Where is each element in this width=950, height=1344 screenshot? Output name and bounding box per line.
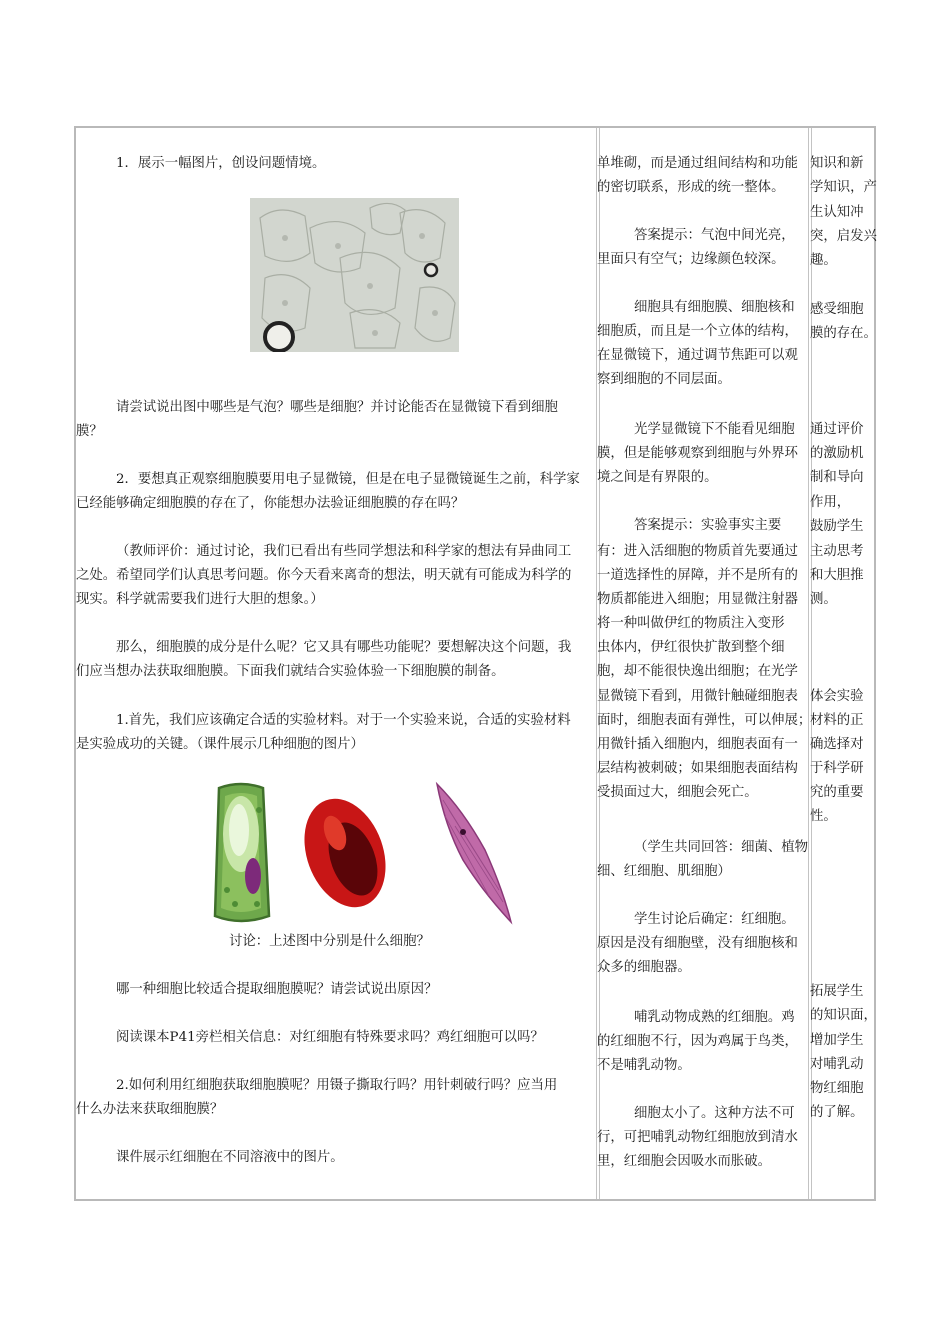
- student-answer-line1: （学生共同回答：细菌、植物: [634, 840, 809, 855]
- answer-light-line1: 光学显微镜下不能看见细胞: [634, 422, 795, 437]
- answer-cell-line4: 察到细胞的不同层面。: [597, 372, 731, 387]
- design-intent-1-line2: 学知识，产: [810, 180, 877, 195]
- design-intent-2-line2: 膜的存在。: [810, 326, 877, 341]
- design-intent-4-line3: 确选择对: [810, 737, 864, 752]
- plant-cell-image: [209, 780, 273, 926]
- design-intent-5-line2: 的知识面，: [810, 1008, 877, 1023]
- design-intent-3-line6: 主动思考: [810, 544, 864, 559]
- red-blood-cell-image: [301, 793, 389, 913]
- design-intent-1-line3: 生认知冲: [810, 205, 864, 220]
- answer-facts-line3: 一道选择性的屏障，并不是所有的: [597, 568, 798, 583]
- design-intent-5-line4: 对哺乳动: [810, 1057, 864, 1072]
- answer-cell-line1: 细胞具有细胞膜、细胞核和: [634, 300, 795, 315]
- design-intent-3-line8: 测。: [810, 592, 837, 607]
- answer-cell-line2: 细胞质，而且是一个立体的结构，: [597, 324, 798, 339]
- design-intent-3-line1: 通过评价: [810, 422, 864, 437]
- design-intent-3-line7: 和大胆推: [810, 568, 864, 583]
- material-line1: 1.首先，我们应该确定合适的实验材料。对于一个实验来说，合适的实验材料: [116, 713, 571, 728]
- design-intent-5-line6: 的了解。: [810, 1105, 864, 1120]
- answer-facts-line6: 虫体内，伊红很快扩散到整个细: [597, 640, 785, 655]
- step-2-line2: 已经能够确定细胞膜的存在了，你能想办法验证细胞膜的存在吗？: [76, 496, 465, 511]
- answer-structure-line1: 单堆砌，而是通过组间结构和功能: [597, 156, 798, 171]
- student-answer-line2: 细、红细胞、肌细胞）: [597, 864, 731, 879]
- teacher-eval-line1: （教师评价：通过讨论，我们已看出有些同学想法和科学家的想法有异曲同工: [116, 544, 572, 559]
- answer-facts-line11: 层结构被刺破；如果细胞表面结构: [597, 761, 798, 776]
- mammal-rbc-line1: 哺乳动物成熟的红细胞。鸡: [634, 1010, 795, 1025]
- design-intent-1-line5: 趣。: [810, 253, 837, 268]
- microscope-photo: [250, 198, 459, 352]
- obtain-membrane-line1: 2.如何利用红细胞获取细胞膜呢？用镊子撕取行吗？用针刺破行吗？应当用: [116, 1078, 558, 1093]
- figure-caption: 讨论：上述图中分别是什么细胞？: [229, 934, 430, 949]
- answer-bubble-line2: 里面只有空气；边缘颜色较深。: [597, 252, 785, 267]
- material-line2: 是实验成功的关键。（课件展示几种细胞的图片）: [76, 737, 364, 752]
- student-discuss-line1: 学生讨论后确定：红细胞。: [634, 912, 795, 927]
- design-intent-4-line1: 体会实验: [810, 689, 864, 704]
- answer-facts-line7: 胞，却不能很快逸出细胞；在光学: [597, 664, 798, 679]
- answer-facts-line8: 显微镜下看到，用微针触碰细胞表: [597, 689, 798, 704]
- design-intent-1-line4: 突，启发兴: [810, 229, 877, 244]
- obtain-membrane-line2: 什么办法来获取细胞膜？: [76, 1102, 224, 1117]
- answer-facts-line12: 受损面过大，细胞会死亡。: [597, 785, 758, 800]
- design-intent-3-line3: 制和导向: [810, 470, 864, 485]
- cell-small-line3: 里，红细胞会因吸水而胀破。: [597, 1154, 772, 1169]
- solution-image-note: 课件展示红细胞在不同溶液中的图片。: [116, 1150, 344, 1165]
- step-1-text: 1．展示一幅图片，创设问题情境。: [116, 156, 326, 171]
- answer-facts-line10: 用微针插入细胞内，细胞表面有一: [597, 737, 798, 752]
- answer-bubble-line1: 答案提示：气泡中间光亮，: [634, 228, 795, 243]
- design-intent-4-line2: 材料的正: [810, 713, 864, 728]
- design-intent-4-line5: 究的重要: [810, 785, 864, 800]
- design-intent-3-line5: 鼓励学生: [810, 519, 864, 534]
- cell-small-line1: 细胞太小了。这种方法不可: [634, 1106, 795, 1121]
- textbook-reading: 阅读课本P41旁栏相关信息：对红细胞有特殊要求吗？鸡红细胞可以吗？: [116, 1030, 544, 1045]
- cell-small-line2: 行，可把哺乳动物红细胞放到清水: [597, 1130, 798, 1145]
- mammal-rbc-line2: 的红细胞不行，因为鸡属于鸟类，: [597, 1034, 798, 1049]
- answer-light-line2: 膜，但是能够观察到细胞与外界环: [597, 446, 798, 461]
- answer-facts-line1: 答案提示：实验事实主要: [634, 518, 782, 533]
- answer-facts-line2: 有：进入活细胞的物质首先要通过: [597, 544, 798, 559]
- teacher-eval-line3: 现实。科学就需要我们进行大胆的想象。）: [76, 592, 324, 607]
- answer-structure-line2: 的密切联系，形成的统一整体。: [597, 180, 785, 195]
- student-discuss-line3: 众多的细胞器。: [597, 960, 691, 975]
- membrane-intro-line1: 那么，细胞膜的成分是什么呢？它又具有哪些功能呢？要想解决这个问题，我: [116, 640, 572, 655]
- design-intent-3-line2: 的激励机: [810, 446, 864, 461]
- bubble-question-line1: 请尝试说出图中哪些是气泡？哪些是细胞？并讨论能否在显微镜下看到细胞: [116, 400, 558, 415]
- membrane-intro-line2: 们应当想办法获取细胞膜。下面我们就结合实验体验一下细胞膜的制备。: [76, 664, 505, 679]
- step-2-line1: 2．要想真正观察细胞膜要用电子显微镜，但是在电子显微镜诞生之前，科学家: [116, 472, 580, 487]
- student-discuss-line2: 原因是没有细胞壁，没有细胞核和: [597, 936, 798, 951]
- design-intent-5-line5: 物红细胞: [810, 1081, 864, 1096]
- design-intent-1-line1: 知识和新: [810, 156, 864, 171]
- muscle-cell-image: [433, 780, 515, 926]
- teacher-eval-line2: 之处。希望同学们认真思考问题。你今天看来离奇的想法，明天就有可能成为科学的: [76, 568, 572, 583]
- design-intent-5-line1: 拓展学生: [810, 984, 864, 999]
- mammal-rbc-line3: 不是哺乳动物。: [597, 1058, 691, 1073]
- answer-cell-line3: 在显微镜下，通过调节焦距可以观: [597, 348, 798, 363]
- which-cell-question: 哪一种细胞比较适合提取细胞膜呢？请尝试说出原因？: [116, 982, 438, 997]
- design-intent-4-line4: 于科学研: [810, 761, 864, 776]
- design-intent-3-line4: 作用，: [810, 495, 851, 510]
- answer-facts-line4: 物质都能进入细胞；用显微注射器: [597, 592, 798, 607]
- answer-facts-line5: 将一种叫做伊红的物质注入变形: [597, 616, 785, 631]
- design-intent-4-line6: 性。: [810, 809, 837, 824]
- answer-light-line3: 境之间是有界限的。: [597, 470, 718, 485]
- design-intent-2-line1: 感受细胞: [810, 302, 864, 317]
- bubble-question-line2: 膜？: [76, 424, 103, 439]
- design-intent-5-line3: 增加学生: [810, 1033, 864, 1048]
- answer-facts-line9: 面时，细胞表面有弹性，可以伸展；: [597, 713, 812, 728]
